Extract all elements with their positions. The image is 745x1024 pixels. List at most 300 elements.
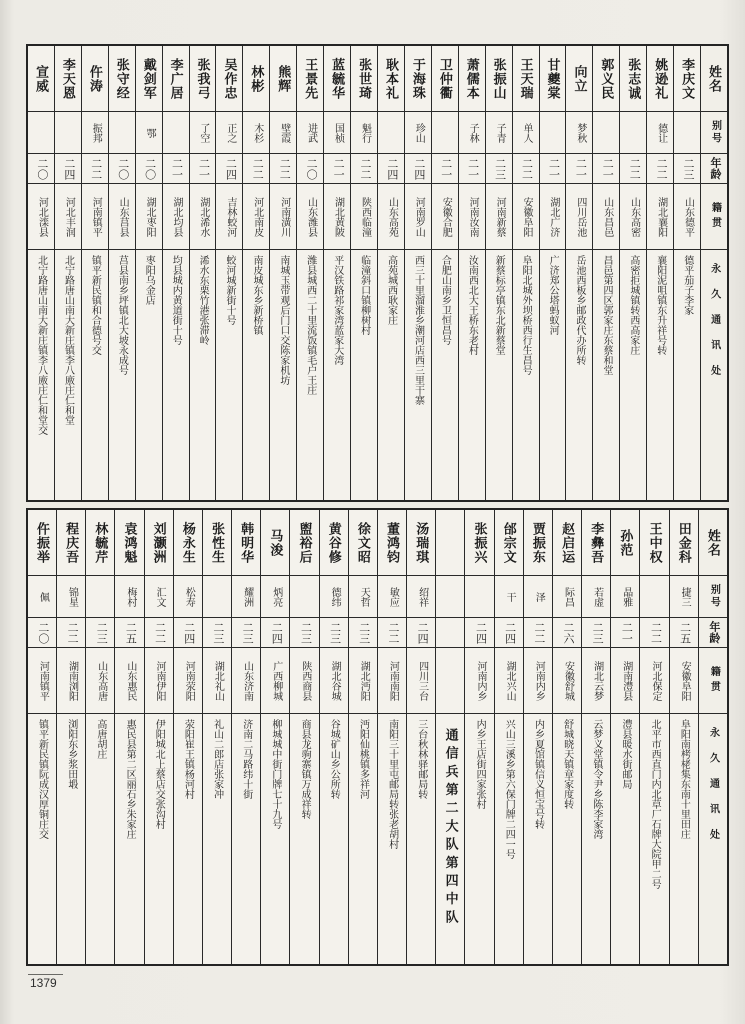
person-name: 卫仲衢 — [437, 57, 453, 100]
header-cell-alias — [701, 112, 727, 154]
person-name-cell — [57, 510, 85, 576]
person-name-cell — [407, 510, 435, 576]
person-native-place-cell — [582, 648, 610, 714]
person-column — [464, 510, 493, 964]
person-native-place-cell — [190, 184, 216, 250]
person-column — [539, 46, 566, 500]
person-address: 镇平新民镇阮成汉厚铜庄交 — [36, 719, 48, 839]
person-age: 二二 — [251, 157, 264, 180]
person-alias: 国桢 — [332, 122, 344, 143]
person-native-place: 河南内乡 — [474, 660, 486, 701]
person-age: 二一 — [439, 157, 452, 180]
person-alias: 魁行 — [359, 122, 371, 143]
person-age-cell — [582, 618, 610, 648]
header-cell-native-place — [701, 184, 727, 250]
person-age: 二一 — [547, 157, 560, 180]
person-column — [581, 510, 610, 964]
person-name: 宣威 — [34, 64, 49, 93]
person-alias: 珍山 — [413, 122, 425, 143]
person-name: 刘灏洲 — [151, 521, 167, 564]
person-name: 马浚 — [268, 528, 284, 557]
person-alias: 壁霞 — [278, 122, 290, 143]
person-name: 李庆文 — [680, 57, 696, 100]
person-address-cell — [540, 250, 566, 500]
person-name: 李广居 — [168, 57, 184, 100]
person-column — [114, 510, 143, 964]
person-age: 二二 — [628, 157, 641, 180]
person-alias-cell — [163, 112, 189, 154]
person-column — [592, 46, 619, 500]
person-native-place-cell — [611, 648, 639, 714]
person-address-cell — [86, 714, 114, 964]
person-native-place-cell — [349, 648, 377, 714]
person-alias-cell — [495, 576, 523, 618]
person-name-cell — [459, 46, 485, 112]
person-age-cell — [647, 154, 673, 184]
person-column — [377, 46, 404, 500]
person-address-cell — [57, 714, 85, 964]
person-address: 南城玉带观后门口交陈家机坊 — [277, 255, 289, 385]
person-alias-cell — [378, 576, 406, 618]
person-name-cell — [324, 46, 350, 112]
person-address: 镇平新民镇和合德号交 — [89, 255, 101, 355]
person-name-cell — [620, 46, 646, 112]
person-name-cell — [320, 510, 348, 576]
person-name: 孙范 — [618, 528, 634, 557]
person-name: 韩明华 — [239, 521, 255, 564]
person-age-cell — [593, 154, 619, 184]
person-address: 北宁路唐山南大新庄镇李八廒庄仁和堂 — [62, 255, 74, 425]
person-age-cell — [232, 618, 260, 648]
person-name-cell — [55, 46, 81, 112]
person-name: 杨永生 — [180, 521, 196, 564]
person-address-cell — [378, 714, 406, 964]
person-native-place: 四川三台 — [416, 660, 428, 701]
person-age-cell — [57, 618, 85, 648]
person-name: 李天恩 — [60, 57, 76, 100]
person-name: 张振兴 — [472, 521, 488, 564]
person-alias-cell — [216, 112, 242, 154]
person-native-place: 山东惠民 — [124, 660, 136, 701]
person-address: 潍县城西二十里流饭镇毛户王庄 — [304, 255, 316, 395]
person-name-cell — [174, 510, 202, 576]
person-age-cell — [115, 618, 143, 648]
header-label-age: 年龄 — [707, 620, 720, 645]
person-name-cell — [378, 510, 406, 576]
person-alias-cell — [351, 112, 377, 154]
person-name: 于海珠 — [410, 57, 426, 100]
person-native-place: 安徽合肥 — [440, 196, 452, 237]
person-address: 南阳三十里屯邮局转张老胡村 — [386, 719, 398, 849]
person-address: 三台秋林驿邮局转 — [415, 719, 427, 799]
person-age: 二〇 — [36, 621, 49, 644]
person-column — [162, 46, 189, 500]
person-name: 姚逊礼 — [653, 57, 669, 100]
person-address-cell — [28, 250, 54, 500]
person-age: 二二 — [386, 621, 399, 644]
person-age: 二三 — [591, 621, 604, 644]
person-native-place: 湖北均县 — [171, 196, 182, 237]
person-age-cell — [465, 618, 493, 648]
person-alias-cell — [378, 112, 404, 154]
person-address-cell — [553, 714, 581, 964]
person-column — [552, 510, 581, 964]
person-address-cell — [405, 250, 431, 500]
person-alias: 木杉 — [251, 122, 263, 143]
person-address: 浏阳东乡浆田塅 — [65, 719, 77, 789]
person-address-cell — [145, 714, 173, 964]
person-alias: 鄂 — [144, 127, 156, 138]
person-alias-cell — [55, 112, 81, 154]
header-label-address: 永久通讯处 — [708, 263, 720, 391]
person-age-cell — [407, 618, 435, 648]
person-age: 二一 — [170, 157, 183, 180]
person-native-place: 山东莒县 — [117, 196, 129, 237]
row-header-column — [698, 510, 727, 964]
person-age: 二二 — [649, 621, 662, 644]
person-name-cell — [109, 46, 135, 112]
person-age: 二六 — [561, 621, 574, 644]
person-alias-cell — [566, 112, 592, 154]
person-alias-cell — [459, 112, 485, 154]
person-native-place: 湖北礼山 — [212, 660, 224, 701]
person-native-place-cell — [378, 648, 406, 714]
person-name-cell — [261, 510, 289, 576]
person-alias-cell — [270, 112, 296, 154]
person-alias: 锦星 — [66, 586, 78, 607]
person-address: 临潼斜口镇柳树村 — [358, 255, 370, 335]
person-address-cell — [647, 250, 673, 500]
person-alias-cell — [203, 576, 231, 618]
person-name-cell — [647, 46, 673, 112]
person-column — [173, 510, 202, 964]
person-age-cell — [540, 154, 566, 184]
person-column — [85, 510, 114, 964]
person-column — [135, 46, 162, 500]
person-native-place-cell — [486, 184, 512, 250]
person-column — [242, 46, 269, 500]
person-name-cell — [351, 46, 377, 112]
person-native-place-cell — [232, 648, 260, 714]
person-column — [431, 46, 458, 500]
person-address-cell — [670, 714, 698, 964]
person-age: 二四 — [182, 621, 195, 644]
person-address: 谷城矿山乡公所转 — [328, 719, 340, 799]
person-address: 均县城内黄道街十号 — [170, 255, 182, 345]
person-age-cell — [566, 154, 592, 184]
header-label-alias: 别号 — [708, 584, 720, 609]
person-alias: 佩 — [37, 591, 49, 602]
person-column — [523, 510, 552, 964]
person-address-cell — [349, 714, 377, 964]
person-native-place-cell — [57, 648, 85, 714]
person-name-cell — [349, 510, 377, 576]
person-address-cell — [297, 250, 323, 500]
person-address: 通信兵第二大队第四中队 — [443, 728, 459, 929]
person-address-cell — [640, 714, 668, 964]
person-address-cell — [232, 714, 260, 964]
person-alias-cell — [145, 576, 173, 618]
person-address: 南皮城东乡新桥镇 — [250, 255, 262, 335]
person-name: 黄谷修 — [326, 521, 342, 564]
person-age: 二〇 — [35, 157, 48, 180]
header-label-native-place: 籍贯 — [708, 665, 720, 696]
person-name-cell — [465, 510, 493, 576]
person-native-place: 河南伊阳 — [154, 660, 166, 701]
person-alias-cell — [86, 576, 114, 618]
person-native-place-cell — [28, 184, 54, 250]
person-alias: 振邦 — [90, 122, 102, 143]
person-alias-cell — [115, 576, 143, 618]
person-address-cell — [82, 250, 108, 500]
person-native-place: 河南镇平 — [90, 196, 102, 237]
person-age-cell — [524, 618, 552, 648]
person-column — [189, 46, 216, 500]
person-alias: 德纬 — [329, 586, 341, 607]
person-address-cell — [351, 250, 377, 500]
roster-tables — [26, 44, 729, 966]
person-age: 二四 — [416, 621, 429, 644]
person-name-cell — [540, 46, 566, 112]
person-age-cell — [459, 154, 485, 184]
person-native-place-cell — [145, 648, 173, 714]
person-age: 二一 — [620, 621, 633, 644]
person-age: 二二 — [89, 157, 102, 180]
person-name: 戴剑军 — [141, 57, 157, 100]
person-column — [28, 510, 56, 964]
person-column — [619, 46, 646, 500]
person-age-cell — [486, 154, 512, 184]
person-column — [458, 46, 485, 500]
person-age: 二五 — [678, 621, 691, 644]
person-name-cell — [436, 510, 464, 576]
person-native-place: 山东高苑 — [386, 196, 398, 237]
person-alias-cell — [109, 112, 135, 154]
person-native-place-cell — [674, 184, 700, 250]
person-age: 二三 — [299, 621, 312, 644]
header-cell-alias — [699, 576, 727, 618]
person-address: 汝南西北大王桥东老村 — [466, 255, 478, 355]
person-name-cell — [670, 510, 698, 576]
person-address-cell — [593, 250, 619, 500]
person-address: 商县龙驹寨镇万成祥转 — [299, 719, 311, 819]
person-native-place-cell — [432, 184, 458, 250]
person-name: 贾振东 — [530, 521, 546, 564]
person-native-place-cell — [566, 184, 592, 250]
person-name: 仵振举 — [34, 521, 50, 564]
person-native-place-cell — [405, 184, 431, 250]
person-column — [610, 510, 639, 964]
person-name: 张志诚 — [626, 57, 642, 100]
person-alias: 绍祥 — [416, 586, 428, 607]
person-address: 澧县暖水街邮局 — [619, 719, 631, 789]
person-name: 董鸿钧 — [385, 521, 401, 564]
person-age-cell — [190, 154, 216, 184]
person-alias: 梅村 — [124, 586, 136, 607]
person-age: 二二 — [153, 621, 166, 644]
person-age-cell — [145, 618, 173, 648]
person-name: 蓝毓华 — [330, 57, 346, 100]
person-alias-cell — [82, 112, 108, 154]
person-native-place: 山东德平 — [682, 196, 694, 237]
person-name-cell — [640, 510, 668, 576]
person-alias: 际昌 — [562, 586, 574, 607]
person-native-place: 吉林蛟河 — [224, 196, 236, 237]
header-label-address: 永久通讯处 — [707, 727, 719, 855]
person-alias-cell — [349, 576, 377, 618]
person-name-cell — [674, 46, 700, 112]
person-alias: 泽 — [533, 591, 545, 602]
unit-annotation-column — [435, 510, 464, 964]
person-age: 二三 — [328, 621, 341, 644]
person-column — [646, 46, 673, 500]
person-name: 耿本礼 — [383, 57, 399, 100]
person-name-cell — [432, 46, 458, 112]
person-address-cell — [55, 250, 81, 500]
person-name: 张世琦 — [357, 57, 373, 100]
person-name: 盥裕后 — [297, 521, 313, 564]
person-age: 二一 — [197, 157, 210, 180]
person-native-place: 陕西临潼 — [359, 196, 371, 237]
person-age-cell — [243, 154, 269, 184]
person-native-place-cell — [593, 184, 619, 250]
person-native-place-cell — [513, 184, 539, 250]
person-age-cell — [553, 618, 581, 648]
person-native-place-cell — [28, 648, 56, 714]
person-address-cell — [203, 714, 231, 964]
person-age-cell — [436, 618, 464, 648]
person-native-place-cell — [324, 184, 350, 250]
person-column — [323, 46, 350, 500]
person-native-place-cell — [465, 648, 493, 714]
person-native-place: 湖北黄陂 — [332, 196, 344, 237]
person-name-cell — [582, 510, 610, 576]
person-address: 内乡夏馆镇信义恒宝号转 — [532, 719, 544, 829]
person-age: 二二 — [532, 621, 545, 644]
person-age-cell — [216, 154, 242, 184]
person-address: 高密拒城镇转西高家庄 — [627, 255, 639, 355]
person-native-place: 安徽舒城 — [562, 660, 574, 701]
person-name: 林毓芹 — [93, 521, 109, 564]
person-native-place-cell — [216, 184, 242, 250]
person-native-place-cell — [136, 184, 162, 250]
person-native-place-cell — [647, 184, 673, 250]
person-column — [269, 46, 296, 500]
person-address: 平汉铁路祁家湾蓝家大湾 — [331, 255, 343, 365]
person-address-cell — [115, 714, 143, 964]
person-column — [669, 510, 698, 964]
person-alias: 若虚 — [591, 586, 603, 607]
person-age: 二四 — [503, 621, 516, 644]
person-alias-cell — [190, 112, 216, 154]
person-age: 二三 — [682, 157, 695, 180]
person-age-cell — [86, 618, 114, 648]
person-native-place-cell — [203, 648, 231, 714]
person-column — [673, 46, 700, 500]
person-native-place-cell — [261, 648, 289, 714]
person-native-place: 河南内乡 — [533, 660, 545, 701]
person-column — [639, 510, 668, 964]
person-alias-cell — [405, 112, 431, 154]
person-age: 二一 — [332, 157, 345, 180]
person-native-place: 湖北广济 — [547, 196, 559, 237]
person-name: 田金科 — [676, 521, 692, 564]
person-age-cell — [28, 618, 56, 648]
person-age: 二四 — [270, 621, 283, 644]
person-native-place: 湖北沔阳 — [358, 660, 370, 701]
person-alias-cell — [261, 576, 289, 618]
person-column — [289, 510, 318, 964]
person-age: 二四 — [412, 157, 425, 180]
person-name: 徐文昭 — [355, 521, 371, 564]
person-alias-cell — [620, 112, 646, 154]
person-address: 云梦义堂镇令尹乡陈李家湾 — [590, 719, 602, 839]
person-column — [81, 46, 108, 500]
person-age: 二三 — [241, 621, 254, 644]
person-age-cell — [290, 618, 318, 648]
person-address-cell — [436, 714, 464, 964]
person-alias: 进武 — [305, 122, 317, 143]
person-age-cell — [163, 154, 189, 184]
person-address: 岳池西板乡邮政代办所转 — [574, 255, 586, 365]
person-age-cell — [674, 154, 700, 184]
person-address-cell — [216, 250, 242, 500]
person-age-cell — [261, 618, 289, 648]
person-native-place-cell — [540, 184, 566, 250]
person-age-cell — [620, 154, 646, 184]
person-native-place: 湖北谷城 — [329, 660, 341, 701]
person-address: 柳城城中街门牌七十九号 — [269, 719, 281, 829]
person-alias-cell — [407, 576, 435, 618]
person-column — [260, 510, 289, 964]
person-age-cell — [136, 154, 162, 184]
person-age: 二三 — [211, 621, 224, 644]
person-native-place-cell — [109, 184, 135, 250]
person-alias-cell — [553, 576, 581, 618]
person-column — [215, 46, 242, 500]
person-address-cell — [378, 250, 404, 500]
person-name-cell — [190, 46, 216, 112]
person-native-place: 湖北云梦 — [591, 660, 603, 701]
person-age-cell — [320, 618, 348, 648]
roster-table-top — [26, 44, 729, 502]
header-cell-name — [699, 510, 727, 576]
person-age-cell — [378, 154, 404, 184]
person-age: 二四 — [385, 157, 398, 180]
header-cell-address — [701, 250, 727, 500]
person-alias-cell — [432, 112, 458, 154]
person-alias: 正之 — [224, 122, 236, 143]
header-label-name: 姓名 — [707, 64, 723, 93]
person-native-place: 河南潢川 — [278, 196, 290, 237]
person-name-cell — [28, 46, 54, 112]
person-native-place: 河南南阳 — [387, 660, 399, 701]
person-native-place: 河南荥阳 — [183, 660, 195, 701]
person-name-cell — [495, 510, 523, 576]
person-name-cell — [216, 46, 242, 112]
person-alias-cell — [297, 112, 323, 154]
person-age: 二一 — [466, 157, 479, 180]
person-native-place-cell — [351, 184, 377, 250]
person-alias-cell — [136, 112, 162, 154]
person-address-cell — [324, 250, 350, 500]
person-column — [406, 510, 435, 964]
person-column — [485, 46, 512, 500]
person-native-place-cell — [82, 184, 108, 250]
page-number: 1379 — [28, 974, 63, 990]
person-name-cell — [405, 46, 431, 112]
person-name-cell — [115, 510, 143, 576]
